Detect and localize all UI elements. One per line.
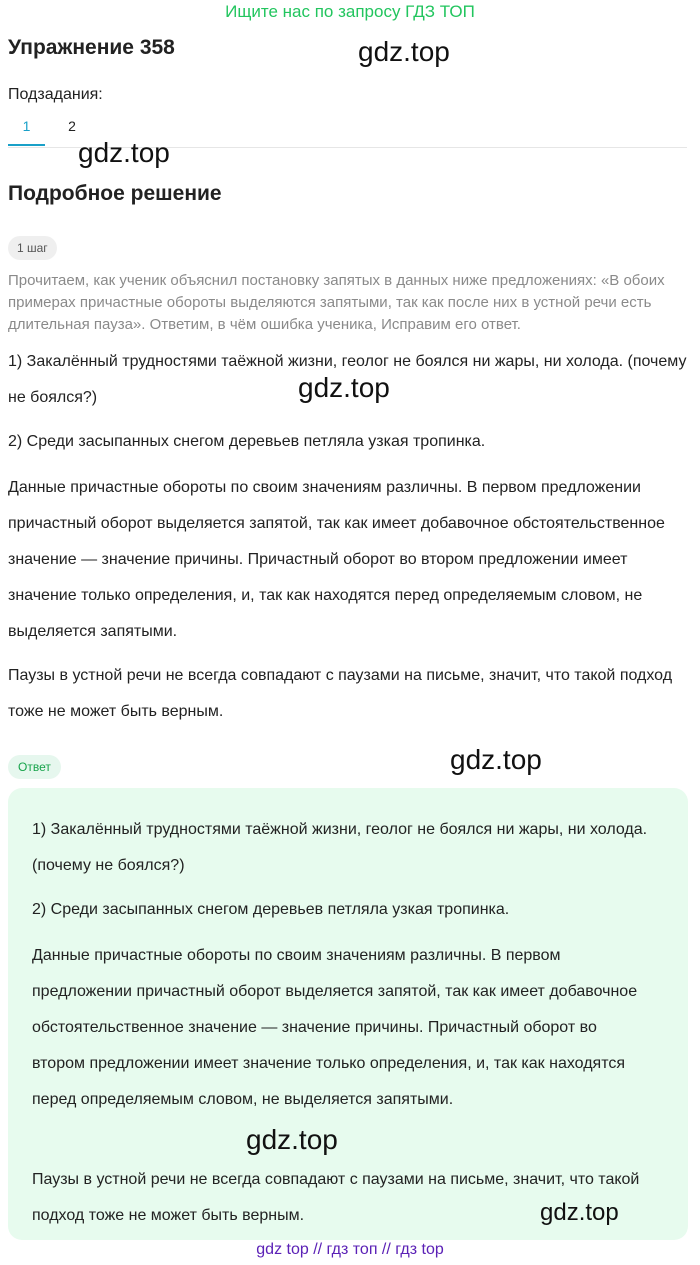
footer-links[interactable]: gdz top // гдз топ // гдз top xyxy=(256,1241,444,1258)
watermark: gdz.top xyxy=(78,137,170,168)
answer-box xyxy=(8,788,688,1240)
tab-subtask-1[interactable]: 1 xyxy=(8,118,45,146)
watermark: gdz.top xyxy=(540,1199,619,1226)
step-badge: 1 шаг xyxy=(8,236,57,260)
watermark: gdz.top xyxy=(298,372,390,403)
tab-subtask-2[interactable]: 2 xyxy=(68,118,76,134)
answer-badge: Ответ xyxy=(8,755,61,779)
page-title: Упражнение 358 xyxy=(8,36,175,59)
promo-banner[interactable]: Ищите нас по запросу ГДЗ ТОП xyxy=(225,2,475,21)
watermark: gdz.top xyxy=(358,36,450,67)
watermark: gdz.top xyxy=(246,1124,338,1155)
answer-sentence-2: 2) Среди засыпанных снегом деревьев петляла узкая тропинка. xyxy=(32,901,510,918)
solution-heading: Подробное решение xyxy=(8,182,222,205)
task-statement: Прочитаем, как ученик объяснил постановку запятых в данных ниже предложениях: «В обоих примерах причастные обороты выделяются запятыми, так как после них в устной речи есть длительная пауза». Ответим, в чём ошибка ученика, Исправим его ответ. xyxy=(8,272,665,333)
solution-sentence-2: 2) Среди засыпанных снегом деревьев петляла узкая тропинка. xyxy=(8,433,486,450)
solution-explanation: Данные причастные обороты по своим значениям различны. В первом предложении причастный оборот выделяется запятой, так как имеет добавочное обстоятельственное значение — значение причины. Причастный оборот во втором предложении имеет значение только определения, и, так как находятся перед определяемым словом, не выделяется запятыми. xyxy=(8,479,665,640)
answer-explanation: Данные причастные обороты по своим значениям различны. В первом предложении причастный оборот выделяется запятой, так как имеет добавочное обстоятельственное значение — значение причины. Причастный оборот во втором предложении имеет значение только определения, и, так как находятся перед определяемым словом, не выделяется запятыми. xyxy=(32,947,638,1108)
answer-conclusion: Паузы в устной речи не всегда совпадают с паузами на письме, значит, что такой подход тоже не может быть верным. xyxy=(32,1171,640,1224)
watermark: gdz.top xyxy=(450,744,542,775)
solution-sentence-1: 1) Закалённый трудностями таёжной жизни, геолог не боялся ни жары, ни холода. (почему не боялся?) xyxy=(8,353,687,406)
answer-sentence-1: 1) Закалённый трудностями таёжной жизни, геолог не боялся ни жары, ни холода. (почему не боялся?) xyxy=(32,821,648,874)
solution-conclusion: Паузы в устной речи не всегда совпадают с паузами на письме, значит, что такой подход тоже не может быть верным. xyxy=(8,667,673,720)
subtasks-label: Подзадания: xyxy=(8,86,103,103)
